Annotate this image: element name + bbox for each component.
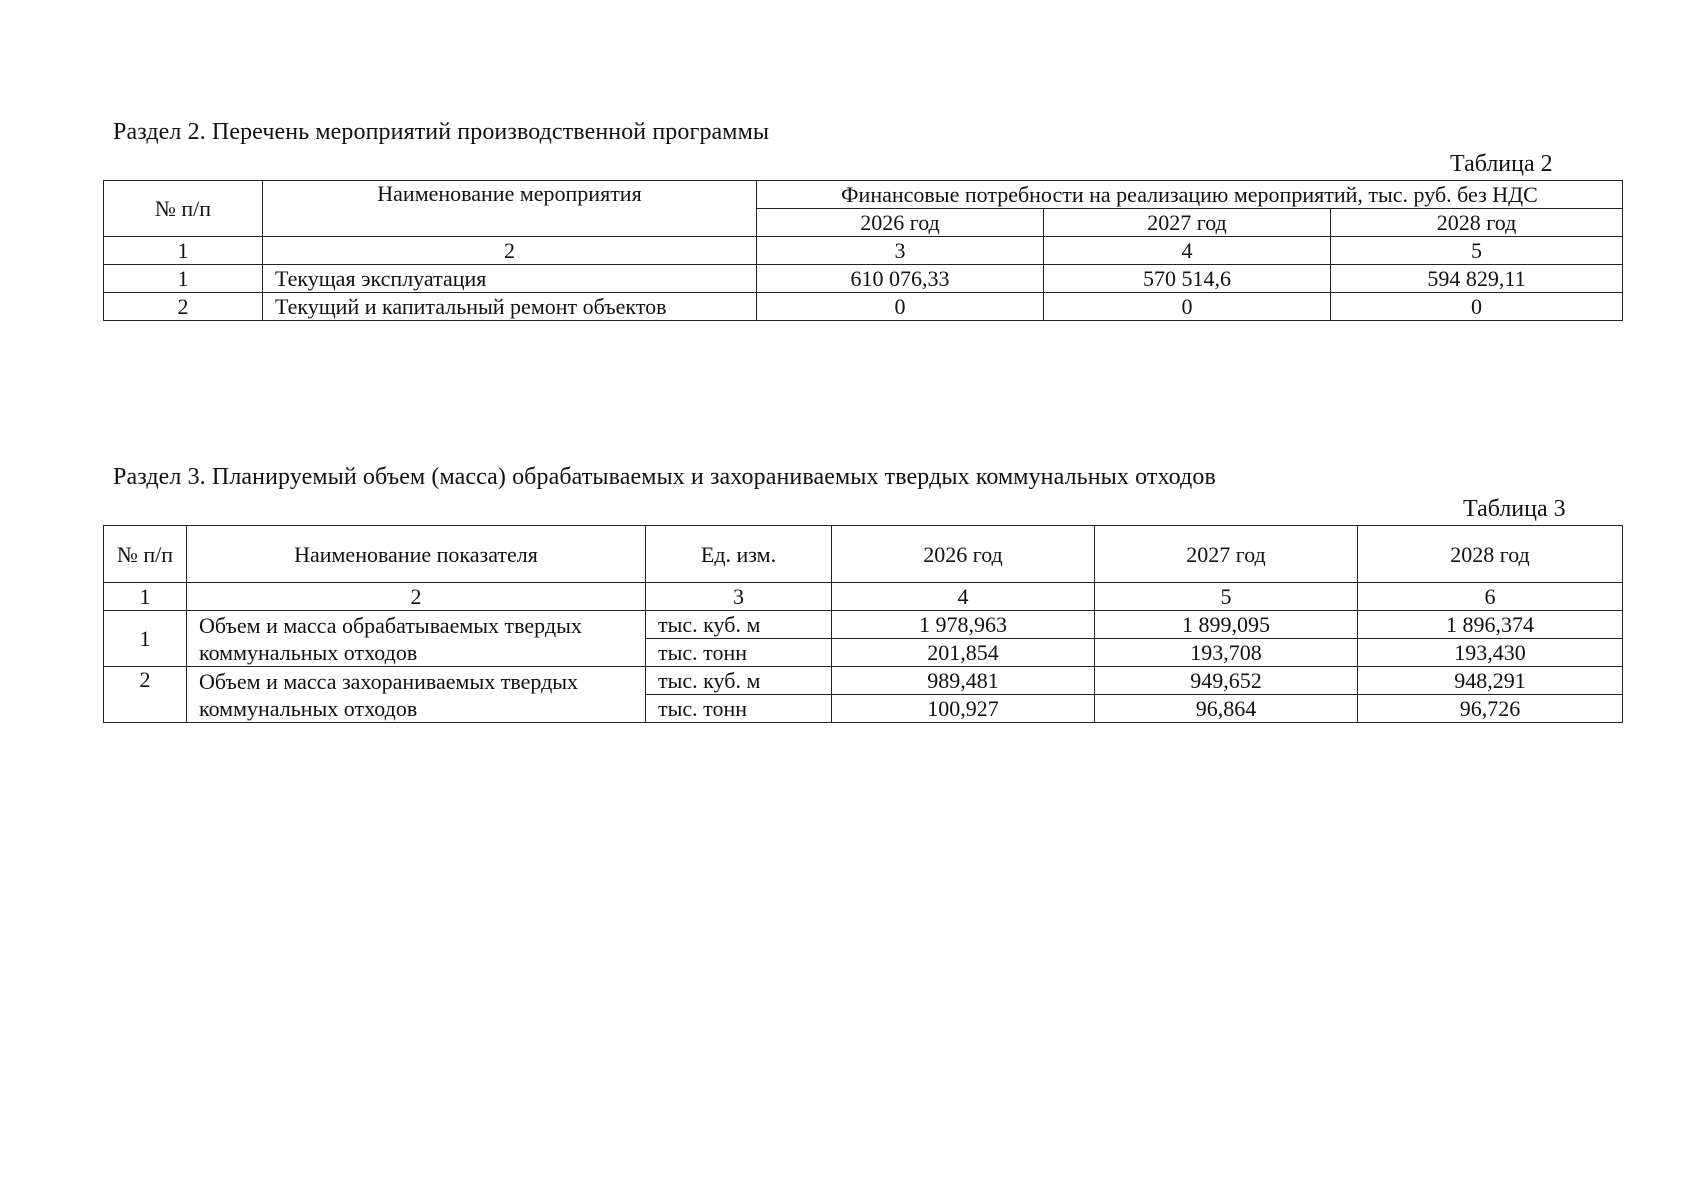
row-value-2027: 193,708 (1095, 639, 1358, 667)
table2 (103, 180, 1623, 321)
table-row (104, 611, 1623, 639)
index-cell: 2 (187, 583, 646, 611)
section3-heading: Раздел 3. Планируемый объем (масса) обрабатываемых и захораниваемых твердых коммунальных отходов (113, 464, 1216, 490)
row-value-2028: 0 (1331, 293, 1623, 321)
row-value-2027: 570 514,6 (1044, 265, 1331, 293)
row-value-2027: 1 899,095 (1095, 611, 1358, 639)
header-unit: Ед. изм. (646, 526, 832, 583)
index-cell: 6 (1358, 583, 1623, 611)
row-name: Объем и масса обрабатываемых твердых коммунальных отходов (187, 611, 646, 667)
header-year-2028: 2028 год (1358, 526, 1623, 583)
table3 (103, 525, 1623, 723)
header-finance: Финансовые потребности на реализацию мероприятий, тыс. руб. без НДС (757, 181, 1623, 209)
index-cell: 5 (1331, 237, 1623, 265)
table2-index-row (104, 237, 1623, 265)
index-cell: 1 (104, 237, 263, 265)
header-name: Наименование показателя (187, 526, 646, 583)
row-name: Объем и масса захораниваемых твердых коммунальных отходов (187, 667, 646, 723)
row-value-2027: 0 (1044, 293, 1331, 321)
header-year-2027: 2027 год (1095, 526, 1358, 583)
row-num: 2 (104, 293, 263, 321)
row-unit: тыс. тонн (646, 695, 832, 723)
table2-label: Таблица 2 (1450, 151, 1553, 177)
row-value-2026: 100,927 (832, 695, 1095, 723)
header-year-2028: 2028 год (1331, 209, 1623, 237)
header-year-2026: 2026 год (757, 209, 1044, 237)
row-value-2028: 1 896,374 (1358, 611, 1623, 639)
row-value-2026: 0 (757, 293, 1044, 321)
row-value-2028: 193,430 (1358, 639, 1623, 667)
row-unit: тыс. куб. м (646, 667, 832, 695)
row-num: 1 (104, 265, 263, 293)
section2-heading: Раздел 2. Перечень мероприятий производственной программы (113, 119, 770, 145)
row-unit: тыс. тонн (646, 639, 832, 667)
row-value-2026: 1 978,963 (832, 611, 1095, 639)
header-year-2026: 2026 год (832, 526, 1095, 583)
table3-label: Таблица 3 (1463, 496, 1566, 522)
index-cell: 4 (832, 583, 1095, 611)
row-name: Текущая эксплуатация (263, 265, 757, 293)
header-num: № п/п (104, 181, 263, 237)
row-value-2028: 594 829,11 (1331, 265, 1623, 293)
row-value-2026: 989,481 (832, 667, 1095, 695)
table3-header-row (104, 526, 1623, 583)
header-num: № п/п (104, 526, 187, 583)
index-cell: 5 (1095, 583, 1358, 611)
index-cell: 2 (263, 237, 757, 265)
row-value-2026: 610 076,33 (757, 265, 1044, 293)
index-cell: 3 (646, 583, 832, 611)
row-value-2026: 201,854 (832, 639, 1095, 667)
header-year-2027: 2027 год (1044, 209, 1331, 237)
index-cell: 1 (104, 583, 187, 611)
table-row (104, 293, 1623, 321)
table3-index-row (104, 583, 1623, 611)
row-num: 2 (104, 667, 187, 723)
row-value-2028: 96,726 (1358, 695, 1623, 723)
header-name: Наименование мероприятия (263, 181, 757, 237)
index-cell: 4 (1044, 237, 1331, 265)
row-value-2028: 948,291 (1358, 667, 1623, 695)
table-row (104, 667, 1623, 695)
table-row (104, 265, 1623, 293)
row-name: Текущий и капитальный ремонт объектов (263, 293, 757, 321)
row-unit: тыс. куб. м (646, 611, 832, 639)
row-num: 1 (104, 611, 187, 667)
index-cell: 3 (757, 237, 1044, 265)
row-value-2027: 949,652 (1095, 667, 1358, 695)
table2-header-row (104, 181, 1623, 209)
row-value-2027: 96,864 (1095, 695, 1358, 723)
